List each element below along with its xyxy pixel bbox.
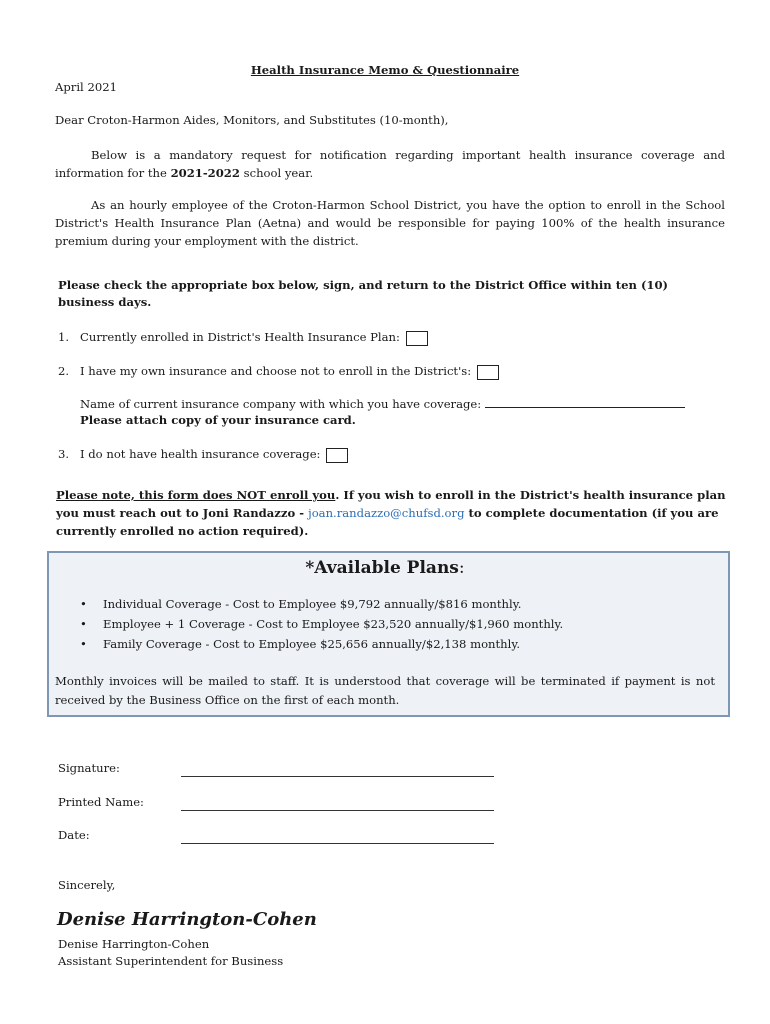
signature-field[interactable] [181,775,494,777]
insurance-company-label: Name of current insurance company with which you have coverage: [80,397,482,411]
date-label: Date: [58,828,90,842]
contact-email-link[interactable]: joan.randazzo@chufsd.org [308,506,465,520]
option-item-2: 2. I have my own insurance and choose not to enroll in the District's: [58,364,499,380]
plan-item-family: • Family Coverage - Cost to Employee $25,656 annually/$2,138 monthly. [80,637,521,651]
paragraph-enrollment-option: As an hourly employee of the Croton-Harmon School District, you have the option to enroll in the School District's Health Insurance Plan (Aetna) and would be responsible for paying 100% of the health insurance premium during your employment with the district. [55,198,725,248]
handwritten-signature: Denise Harrington-Cohen [57,909,317,930]
memo-date: April 2021 [55,80,117,94]
instructions: Please check the appropriate box below, sign, and return to the District Office within ten (10) business days. [58,278,669,309]
option-item-1: 1. Currently enrolled in District's Health Insurance Plan: [58,330,428,346]
date-field[interactable] [181,842,494,844]
signer-title: Assistant Superintendent for Business [58,954,284,968]
signer-block [58,936,283,970]
insurance-company-row [80,397,685,411]
memo-title: Health Insurance Memo & Questionnaire [250,63,520,77]
closing-sincerely: Sincerely, [58,878,116,892]
plan-item-individual: • Individual Coverage - Cost to Employee $9,792 annually/$816 monthly. [80,597,522,611]
available-plans-title: *Available Plans: [305,558,465,578]
signature-label: Signature: [58,761,120,775]
signer-name: Denise Harrington-Cohen [58,937,210,951]
enrollment-note: Please note, this form does NOT enroll you. If you wish to enroll in the District's health insurance plan you must reach out to Joni Randazzo - joan.randazzo@chufsd.org to complete documentation (if you are currently enrolled no action required). [56,488,726,538]
insurance-company-field[interactable] [485,397,685,408]
school-year: 2021-2022 [170,166,240,180]
monthly-invoice-note: Monthly invoices will be mailed to staff. It is understood that coverage will be terminated if payment is not received by the Business Office on the first of each month. [55,674,715,707]
checkbox-own-insurance[interactable] [477,365,499,380]
option-item-3: 3. I do not have health insurance coverage: [58,447,348,463]
salutation: Dear Croton-Harmon Aides, Monitors, and Substitutes (10-month), [55,113,449,127]
paragraph-request: Below is a mandatory request for notification regarding important health insurance coverage and information for the 2021-2022 school year. [55,148,725,180]
checkbox-currently-enrolled[interactable] [406,331,428,346]
plan-item-employee-plus-one: • Employee + 1 Coverage - Cost to Employee $23,520 annually/$1,960 monthly. [80,617,564,631]
attach-card-note: Please attach copy of your insurance card. [80,413,356,427]
printed-name-label: Printed Name: [58,795,144,809]
checkbox-no-insurance[interactable] [326,448,348,463]
printed-name-field[interactable] [181,809,494,811]
